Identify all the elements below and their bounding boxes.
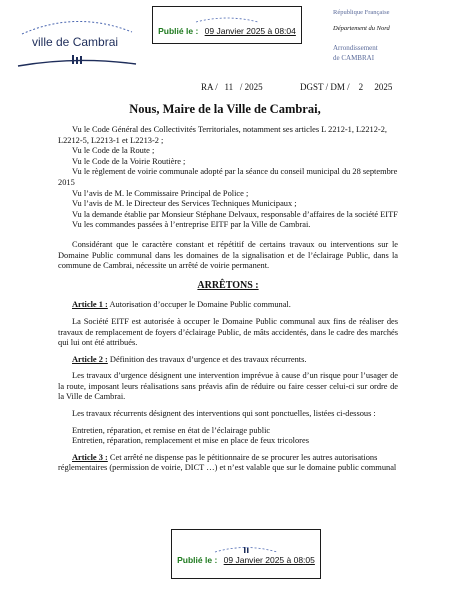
article-2-title: Définition des travaux d’urgence et des travaux récurrents. [107, 354, 307, 364]
document-title: Nous, Maire de la Ville de Cambrai, [129, 102, 321, 116]
departement-label: Département du Nord [333, 25, 390, 32]
visa-item: Vu l’avis de M. le Directeur des Services Techniques Municipaux ; [72, 199, 297, 209]
article-2-text-2: Les travaux récurrents désignent des interventions qui sont ponctuelles, listées ci-dessous : [72, 409, 376, 419]
list-item: Entretien, réparation, et remise en état de l’éclairage public [72, 425, 271, 435]
visa-item: Vu les commandes passées à l’entreprise EITF par la Ville de Cambrai. [72, 220, 311, 230]
header-right [333, 8, 443, 63]
article-3-text: Cet arrêté ne dispense pas le pétitionnaire de se procurer les autres autorisations réglementaires (permission de voirie, DICT …) et n’est valable que sur le domaine public communal [58, 452, 397, 473]
document-body [58, 125, 398, 474]
republique-label: République Française [333, 9, 390, 16]
article-2-heading [58, 355, 398, 366]
publication-stamp-bottom [171, 529, 321, 579]
visa-item: Vu le règlement de voirie communale adopté par la séance du conseil municipal du 28 septembre 2015 [58, 167, 398, 187]
stamp-decoration-icon [211, 543, 281, 553]
list-item: Entretien, réparation, remplacement et mise en place de feux tricolores [72, 436, 309, 446]
article-3-number: Article 3 : [72, 452, 108, 462]
visa-item: Vu le Code de la Route ; [72, 146, 155, 156]
logo-swoosh-icon [14, 54, 139, 70]
city-logo [14, 14, 139, 70]
article-1-number: Article 1 : [72, 300, 108, 310]
reference-ra: RA / 11 / 2025 [201, 82, 263, 92]
logo-text: ville de Cambrai [32, 35, 119, 49]
arretons-label: ARRÊTONS : [197, 279, 259, 291]
visa-item: Vu le Code de la Voirie Routière ; [72, 156, 186, 166]
arrondissement-line-1: Arrondissement [333, 44, 378, 52]
visa-item: Vu l’avis de M. le Commissaire Principal de Police ; [72, 188, 249, 198]
arrondissement-line-2: de CAMBRAI [333, 54, 375, 62]
reference-dgst: DGST / DM / 2 2025 [300, 82, 393, 92]
logo-arc-icon [14, 14, 139, 36]
stamp-top-label: Publié le : [158, 26, 199, 36]
article-3-paragraph [58, 453, 398, 474]
article-1-heading [58, 300, 398, 311]
arretons-heading [58, 281, 398, 292]
publication-stamp-top [152, 6, 302, 44]
visa-item: Vu le Code Général des Collectivités Territoriales, notamment ses articles L 2212-1, L2212-2, L2212-5, L2213-1 et L2213-2 ; [58, 125, 387, 145]
considerant-paragraph: Considérant que le caractère constant et répétitif de certains travaux ou interventions sur le Domaine Public communal dans les domaines de la signalisation et de l’éclairage Public, dans la commune de Cambrai, nécessite un arrêté de voirie permanent. [58, 239, 398, 271]
article-2-number: Article 2 : [72, 354, 108, 364]
article-2-text-1: Les travaux d’urgence désignent une intervention imprévue à cause d’un risque pour l’usager de la route, imposant leurs réalisations sans préavis afin de réduire ou faire cesser celui-ci sur ordre de la Ville de Cambrai. [58, 371, 398, 402]
article-1-title: Autorisation d’occuper le Domaine Public communal. [107, 300, 291, 310]
stamp-decoration-icon [192, 14, 262, 24]
stamp-bottom-date: 09 Janvier 2025 à 08:05 [223, 555, 315, 565]
arrondissement-label [333, 43, 443, 63]
stamp-bottom-label: Publié le : [177, 555, 218, 565]
article-1-text: La Société EITF est autorisée à occuper le Domaine Public communal aux fins de réaliser des travaux de remplacement de foyers d’éclairage Public, de mâts accidentés, dans le cadre des marchés qui lui ont été attribués. [58, 316, 398, 348]
stamp-top-date: 09 Janvier 2025 à 08:04 [204, 26, 296, 36]
visa-item: Vu la demande établie par Monsieur Stéphane Delvaux, responsable d’affaires de la société EITF [72, 209, 398, 219]
